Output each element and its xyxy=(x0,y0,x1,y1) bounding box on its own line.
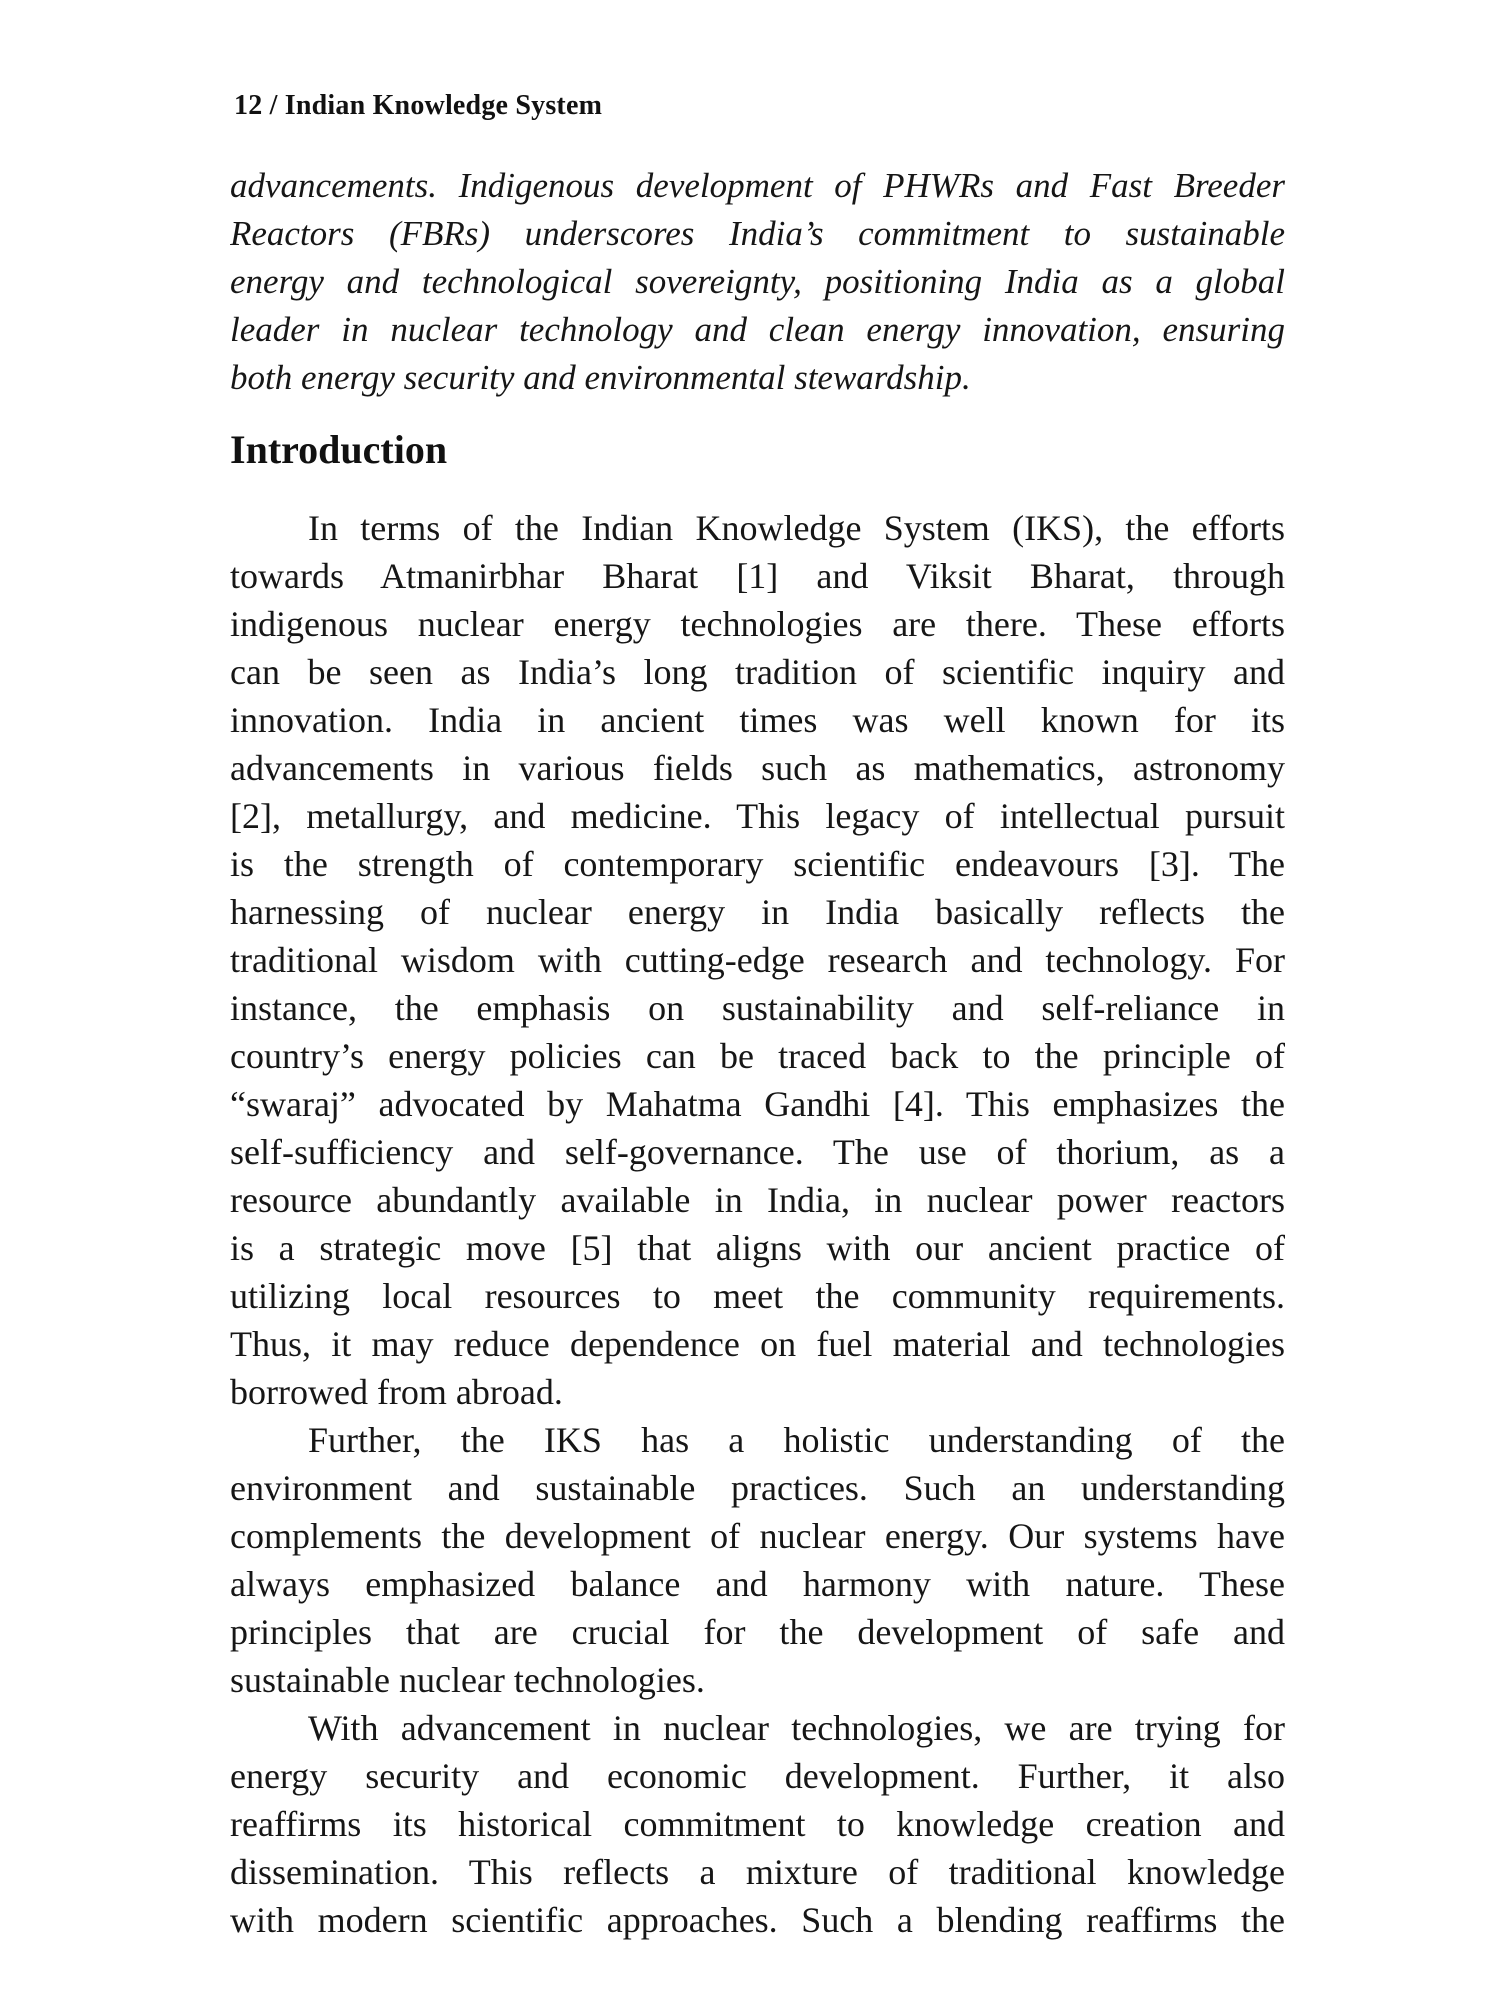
paragraph-line: self-sufficiency and self-governance. The use of thorium, as a xyxy=(230,1132,1285,1172)
paragraph-line: is the strength of contemporary scientific endeavours [3]. The xyxy=(230,844,1285,884)
abstract-line: energy and technological sovereignty, positioning India as a global xyxy=(230,262,1285,301)
paragraph-line: advancements in various fields such as mathematics, astronomy xyxy=(230,748,1285,788)
paragraph-line: utilizing local resources to meet the community requirements. xyxy=(230,1276,1285,1316)
running-header: 12 / Indian Knowledge System xyxy=(234,90,603,121)
paragraph-2 xyxy=(230,1416,1285,1704)
paragraph-line: always emphasized balance and harmony with nature. These xyxy=(230,1564,1285,1604)
abstract-continuation xyxy=(230,162,1285,402)
abstract-line: both energy security and environmental stewardship. xyxy=(230,358,971,397)
paragraph-line: sustainable nuclear technologies. xyxy=(230,1660,705,1700)
paragraph-line: With advancement in nuclear technologies, we are trying for xyxy=(308,1708,1285,1748)
paragraph-line: complements the development of nuclear energy. Our systems have xyxy=(230,1516,1285,1556)
body-text xyxy=(230,504,1285,1944)
paragraph-line: innovation. India in ancient times was well known for its xyxy=(230,700,1285,740)
abstract-line: leader in nuclear technology and clean energy innovation, ensuring xyxy=(230,310,1285,349)
paragraph-line: reaffirms its historical commitment to knowledge creation and xyxy=(230,1804,1285,1844)
paragraph-line: “swaraj” advocated by Mahatma Gandhi [4]. This emphasizes the xyxy=(230,1084,1285,1124)
paragraph-line: can be seen as India’s long tradition of scientific inquiry and xyxy=(230,652,1285,692)
paragraph-line: principles that are crucial for the development of safe and xyxy=(230,1612,1285,1652)
paragraph-3 xyxy=(230,1704,1285,1944)
paragraph-line: Further, the IKS has a holistic understanding of the xyxy=(308,1420,1285,1460)
paragraph-line: dissemination. This reflects a mixture of traditional knowledge xyxy=(230,1852,1285,1892)
paragraph-line: energy security and economic development. Further, it also xyxy=(230,1756,1285,1796)
paragraph-1 xyxy=(230,504,1285,1416)
paragraph-line: traditional wisdom with cutting-edge research and technology. For xyxy=(230,940,1285,980)
paragraph-line: towards Atmanirbhar Bharat [1] and Viksit Bharat, through xyxy=(230,556,1285,596)
paragraph-line: Thus, it may reduce dependence on fuel material and technologies xyxy=(230,1324,1285,1364)
paragraph-line: resource abundantly available in India, in nuclear power reactors xyxy=(230,1180,1285,1220)
paragraph-line: environment and sustainable practices. Such an understanding xyxy=(230,1468,1285,1508)
abstract-line: Reactors (FBRs) underscores India’s commitment to sustainable xyxy=(230,214,1285,253)
paragraph-line: instance, the emphasis on sustainability and self-reliance in xyxy=(230,988,1285,1028)
abstract-line: advancements. Indigenous development of PHWRs and Fast Breeder xyxy=(230,166,1285,205)
paragraph-line: is a strategic move [5] that aligns with our ancient practice of xyxy=(230,1228,1285,1268)
paragraph-line: harnessing of nuclear energy in India basically reflects the xyxy=(230,892,1285,932)
paragraph-line: with modern scientific approaches. Such a blending reaffirms the xyxy=(230,1900,1285,1940)
paragraph-line: country’s energy policies can be traced back to the principle of xyxy=(230,1036,1285,1076)
paragraph-line: borrowed from abroad. xyxy=(230,1372,563,1412)
paragraph-line: In terms of the Indian Knowledge System (IKS), the efforts xyxy=(308,508,1285,548)
paragraph-line: indigenous nuclear energy technologies are there. These efforts xyxy=(230,604,1285,644)
paragraph-line: [2], metallurgy, and medicine. This legacy of intellectual pursuit xyxy=(230,796,1285,836)
section-heading-introduction: Introduction xyxy=(230,427,448,472)
